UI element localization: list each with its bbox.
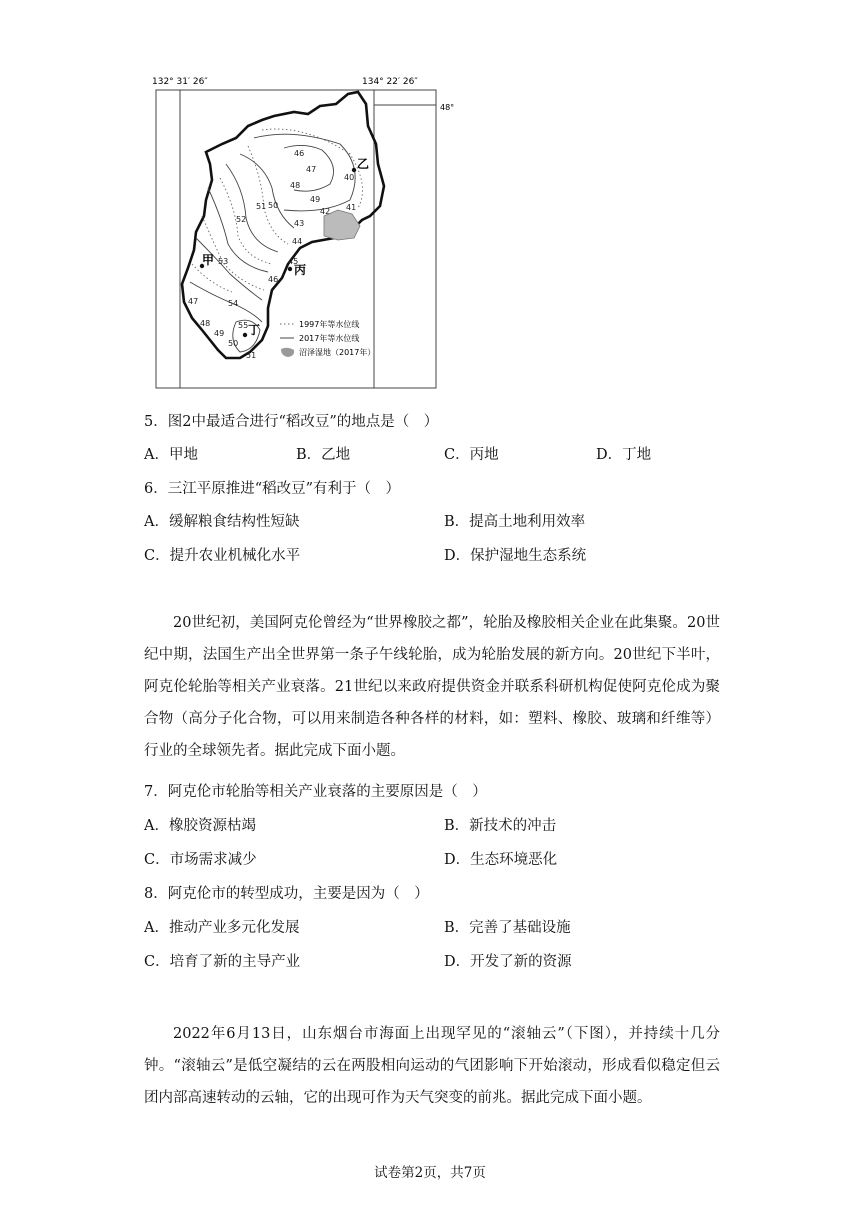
- point-yi-dot: [352, 168, 356, 172]
- legend-1997: 1997年等水位线: [299, 320, 360, 329]
- question-5-stem: 5．图2中最适合进行“稻改豆”的地点是（ ）: [144, 414, 439, 430]
- contour-label: 45: [288, 257, 299, 266]
- page-footer: 试卷第2页，共7页: [374, 1165, 486, 1181]
- contour-label: 47: [306, 165, 317, 174]
- passage-roll-cloud: 2022年6月13日，山东烟台市海面上出现罕见的“滚轴云”（下图），并持续十几分钟。“滚轴云”是低空凝结的云在两股相向运动的气团影响下开始滚动，形成看似稳定但云团内部高速转动的云轴，它的出现可作为天气突变的前兆。据此完成下面小题。: [144, 1026, 720, 1106]
- contour-label: 43: [294, 219, 305, 228]
- lon-right-label: 134° 22′ 26″: [362, 77, 418, 87]
- q5-option-a[interactable]: A．甲地: [144, 447, 198, 463]
- q7-option-d[interactable]: D．生态环境恶化: [444, 852, 558, 868]
- question-6-stem: 6．三江平原推进“稻改豆”有利于（ ）: [144, 481, 401, 497]
- q8-option-a[interactable]: A．推动产业多元化发展: [144, 920, 300, 936]
- legend-2017: 2017年等水位线: [299, 334, 360, 343]
- passage-akron: 20世纪初，美国阿克伦曾经为“世界橡胶之都”，轮胎及橡胶相关企业在此集聚。20世纪中期，法国生产出全世界第一条子午线轮胎，成为轮胎发展的新方向。20世纪下半叶，阿克伦轮胎等相关产业衰落。21世纪以来政府提供资金并联系科研机构促使阿克伦成为聚合物（高分子化合物，可以用来制造各种各样的材料，如：塑料、橡胶、玻璃和纤维等）行业的全球领先者。据此完成下面小题。: [144, 615, 720, 759]
- contour-label: 49: [310, 195, 321, 204]
- contour-label: 54: [228, 299, 239, 308]
- q8-option-c[interactable]: C．培育了新的主导产业: [144, 954, 301, 970]
- point-bing: 丙: [294, 263, 307, 277]
- q6-option-d[interactable]: D．保护湿地生态系统: [444, 548, 587, 564]
- map-legend: [280, 319, 375, 357]
- contour-label: 53: [218, 257, 229, 266]
- contour-label: 51: [256, 202, 267, 211]
- q8-option-d[interactable]: D．开发了新的资源: [444, 954, 572, 970]
- question-8-stem: 8．阿克伦市的转型成功，主要是因为（ ）: [144, 886, 429, 902]
- location-points: [200, 157, 369, 337]
- contour-label: 50: [228, 339, 239, 348]
- point-yi: 乙: [357, 157, 370, 171]
- contour-label: 47: [188, 297, 199, 306]
- q5-option-d[interactable]: D．丁地: [596, 447, 652, 463]
- contour-label: 48: [290, 181, 301, 190]
- contour-label: 40: [344, 173, 355, 182]
- contour-label: 41: [346, 203, 357, 212]
- legend-wetland: 沼泽湿地（2017年）: [299, 348, 376, 357]
- contour-label: 50: [268, 201, 279, 210]
- q6-option-b[interactable]: B．提高土地利用效率: [444, 514, 586, 530]
- q5-option-b[interactable]: B．乙地: [296, 447, 351, 463]
- contour-label: 48: [200, 319, 211, 328]
- point-jia: 甲: [202, 253, 215, 267]
- contour-label: 51: [246, 351, 257, 360]
- q7-option-a[interactable]: A．橡胶资源枯竭: [144, 818, 256, 834]
- point-ding-dot: [243, 333, 247, 337]
- q7-option-c[interactable]: C．市场需求减少: [144, 852, 257, 868]
- contour-label: 44: [292, 237, 303, 246]
- contour-label: 42: [320, 207, 331, 216]
- question-7-stem: 7．阿克伦市轮胎等相关产业衰落的主要原因是（ ）: [144, 784, 487, 800]
- contour-label: 46: [294, 149, 305, 158]
- lon-left-label: 132° 31′ 26″: [152, 77, 208, 87]
- q8-option-b[interactable]: B．完善了基础设施: [444, 920, 571, 936]
- contour-label: 49: [214, 329, 225, 338]
- q6-option-c[interactable]: C．提升农业机械化水平: [144, 548, 301, 564]
- contour-label: 52: [236, 215, 247, 224]
- q5-option-c[interactable]: C．丙地: [444, 447, 499, 463]
- lat-label: 48°: [440, 103, 455, 112]
- q7-option-b[interactable]: B．新技术的冲击: [444, 818, 557, 834]
- point-bing-dot: [288, 267, 292, 271]
- point-ding: 丁: [248, 323, 261, 337]
- contour-label: 46: [268, 275, 279, 284]
- contour-label: 55: [238, 321, 249, 330]
- contour-map: [144, 68, 464, 393]
- q6-option-a[interactable]: A．缓解粮食结构性短缺: [144, 514, 300, 530]
